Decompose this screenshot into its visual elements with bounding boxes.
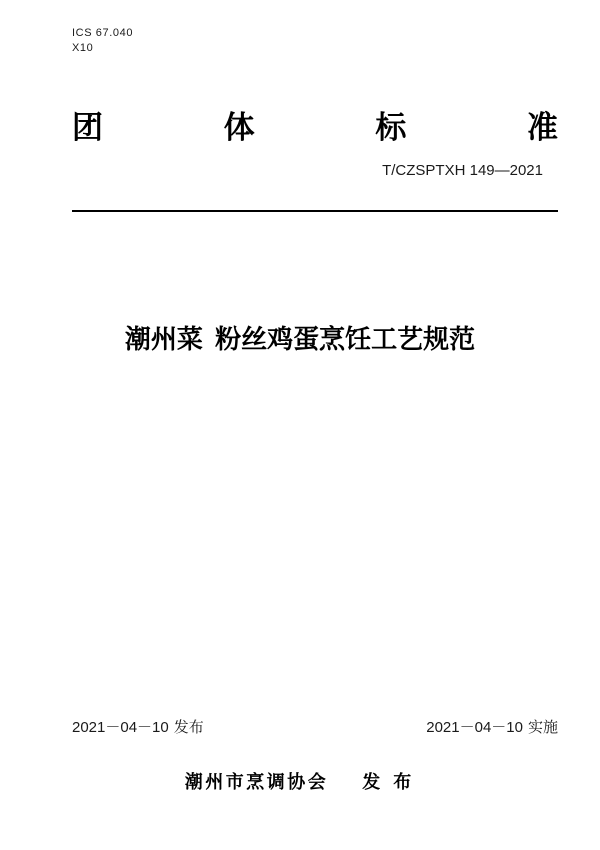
header-divider <box>72 210 558 212</box>
ics-code: ICS 67.040 <box>72 27 134 39</box>
publish-action: 发 布 <box>362 772 416 792</box>
implement-date-group <box>426 719 558 737</box>
classification-code: X10 <box>72 42 94 54</box>
ics-block <box>72 26 133 56</box>
standard-type-title <box>72 112 558 143</box>
standard-type-char: 标 <box>375 110 407 145</box>
dates-row <box>72 719 558 737</box>
standard-number: T/CZSPTXH 149—2021 <box>382 162 543 179</box>
implement-date: 2021－04－10 <box>426 719 523 736</box>
publisher-row <box>0 772 600 792</box>
standard-type-char: 团 <box>72 110 103 145</box>
issue-date-group <box>72 719 204 737</box>
issue-date: 2021－04－10 <box>72 719 169 736</box>
standard-type-char: 体 <box>223 110 255 145</box>
standard-type-char: 准 <box>526 110 558 145</box>
document-title: 潮州菜 粉丝鸡蛋烹饪工艺规范 <box>124 324 476 354</box>
issue-label: 发布 <box>173 719 204 736</box>
implement-label: 实施 <box>527 719 558 736</box>
publisher-org: 潮州市烹调协会 <box>184 772 329 792</box>
